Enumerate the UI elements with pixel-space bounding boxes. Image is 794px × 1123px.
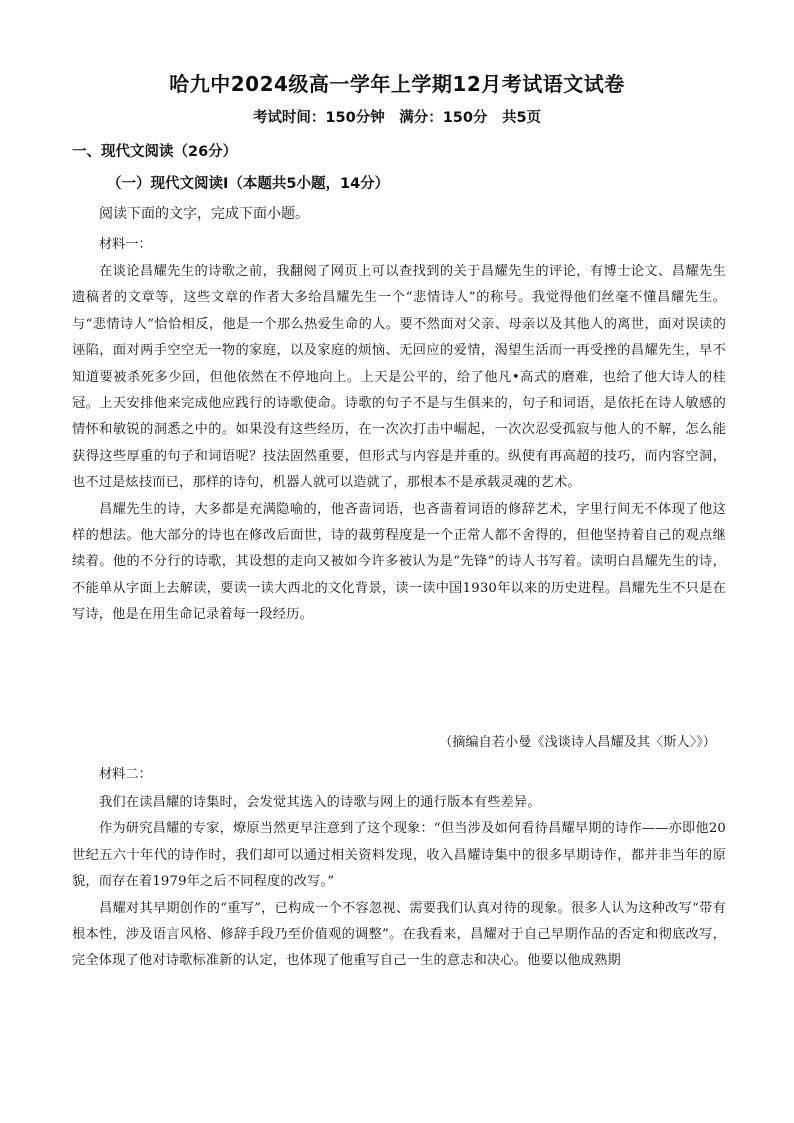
material-2-paragraph: 昌耀对其早期创作的“重写”，已构成一个不容忽视、需要我们认真对待的现象。很多人认为这种改写“带有根本性，涉及语言风格、修辞手段乃至价值观的调整”。在我看来，昌耀对于自己早期作品的否定和彻底改写，完全体现了他对诗歌标准新的认定，也体现了他重写自己一生的意志和决心。他要以他成熟期 xyxy=(72,900,726,969)
exam-info: 考试时间：150分钟 满分：150分 共5页 xyxy=(252,110,542,126)
material-1-body xyxy=(72,259,726,629)
material-1-source: （摘编自若小曼《浅谈诗人昌耀及其〈斯人〉》） xyxy=(439,735,716,750)
reading-instruction: 阅读下面的文字，完成下面小题。 xyxy=(99,206,309,222)
material-2-body xyxy=(72,790,726,975)
section-heading: 一、现代文阅读（26分） xyxy=(72,144,238,160)
material-1-paragraph: 在谈论昌耀先生的诗歌之前，我翻阅了网页上可以查找到的关于昌耀先生的评论，有博士论文、昌耀先生遗稿者的文章等，这些文章的作者大多给昌耀先生一个“悲情诗人”的称号。我觉得他们丝毫不懂昌耀先生。与“悲情诗人”恰恰相反，他是一个那么热爱生命的人。要不然面对父亲、母亲以及其他人的离世，面对误读的诬陷，面对两手空空无一物的家庭，以及家庭的烦恼、无回应的爱情，渴望生活而一再受挫的昌耀先生，早不知道要被杀死多少回，但他依然在不停地向上。上天是公平的，给了他凡•高式的磨难，也给了他大诗人的桂冠。上天安排他来完成他应践行的诗歌使命。诗歌的句子不是与生俱来的，句子和词语，是依托在诗人敏感的情怀和敏锐的洞悉之中的。如果没有这些经历，在一次次打击中崛起，一次次忍受孤寂与他人的不解，怎么能获得这些厚重的句子和词语呢？技法固然重要，但形式与内容是并重的。纵使有再高超的技巧，而内容空洞，也不过是炫技而已，那样的诗句，机器人就可以造就了，那根本不是承载灵魂的艺术。 xyxy=(72,264,726,491)
material-1-paragraph: 昌耀先生的诗，大多都是充满隐喻的，他吝啬词语，也吝啬着词语的修辞艺术，字里行间无不体现了他这样的想法。他大部分的诗也在修改后面世，诗的裁剪程度是一个正常人都不舍得的，但他坚持着自己的观点继续着。他的不分行的诗歌，其设想的走向又被如今许多被认为是“先锋”的诗人书写着。读明白昌耀先生的诗，不能单从字面上去解读，要读一读大西北的文化背景，读一读中国1930年以来的历史进程。昌耀先生不只是在写诗，他是在用生命记录着每一段经历。 xyxy=(72,501,726,623)
material-2-paragraph: 作为研究昌耀的专家，燎原当然更早注意到了这个现象：“但当涉及如何看待昌耀早期的诗作——亦即他20世纪五六十年代的诗作时，我们却可以通过相关资料发现，收入昌耀诗集中的很多早期诗作，都并非当年的原貌，而存在着1979年之后不同程度的改写。” xyxy=(72,821,726,890)
material-2-label: 材料二： xyxy=(99,767,152,782)
material-1-label: 材料一： xyxy=(99,237,152,252)
material-2-paragraph: 我们在读昌耀的诗集时，会发觉其选入的诗歌与网上的通行版本有些差异。 xyxy=(99,795,541,810)
exam-title: 哈九中2024级高一学年上学期12月考试语文试卷 xyxy=(169,72,625,96)
sub-section-heading: （一）现代文阅读Ⅰ（本题共5小题，14分） xyxy=(107,176,390,192)
